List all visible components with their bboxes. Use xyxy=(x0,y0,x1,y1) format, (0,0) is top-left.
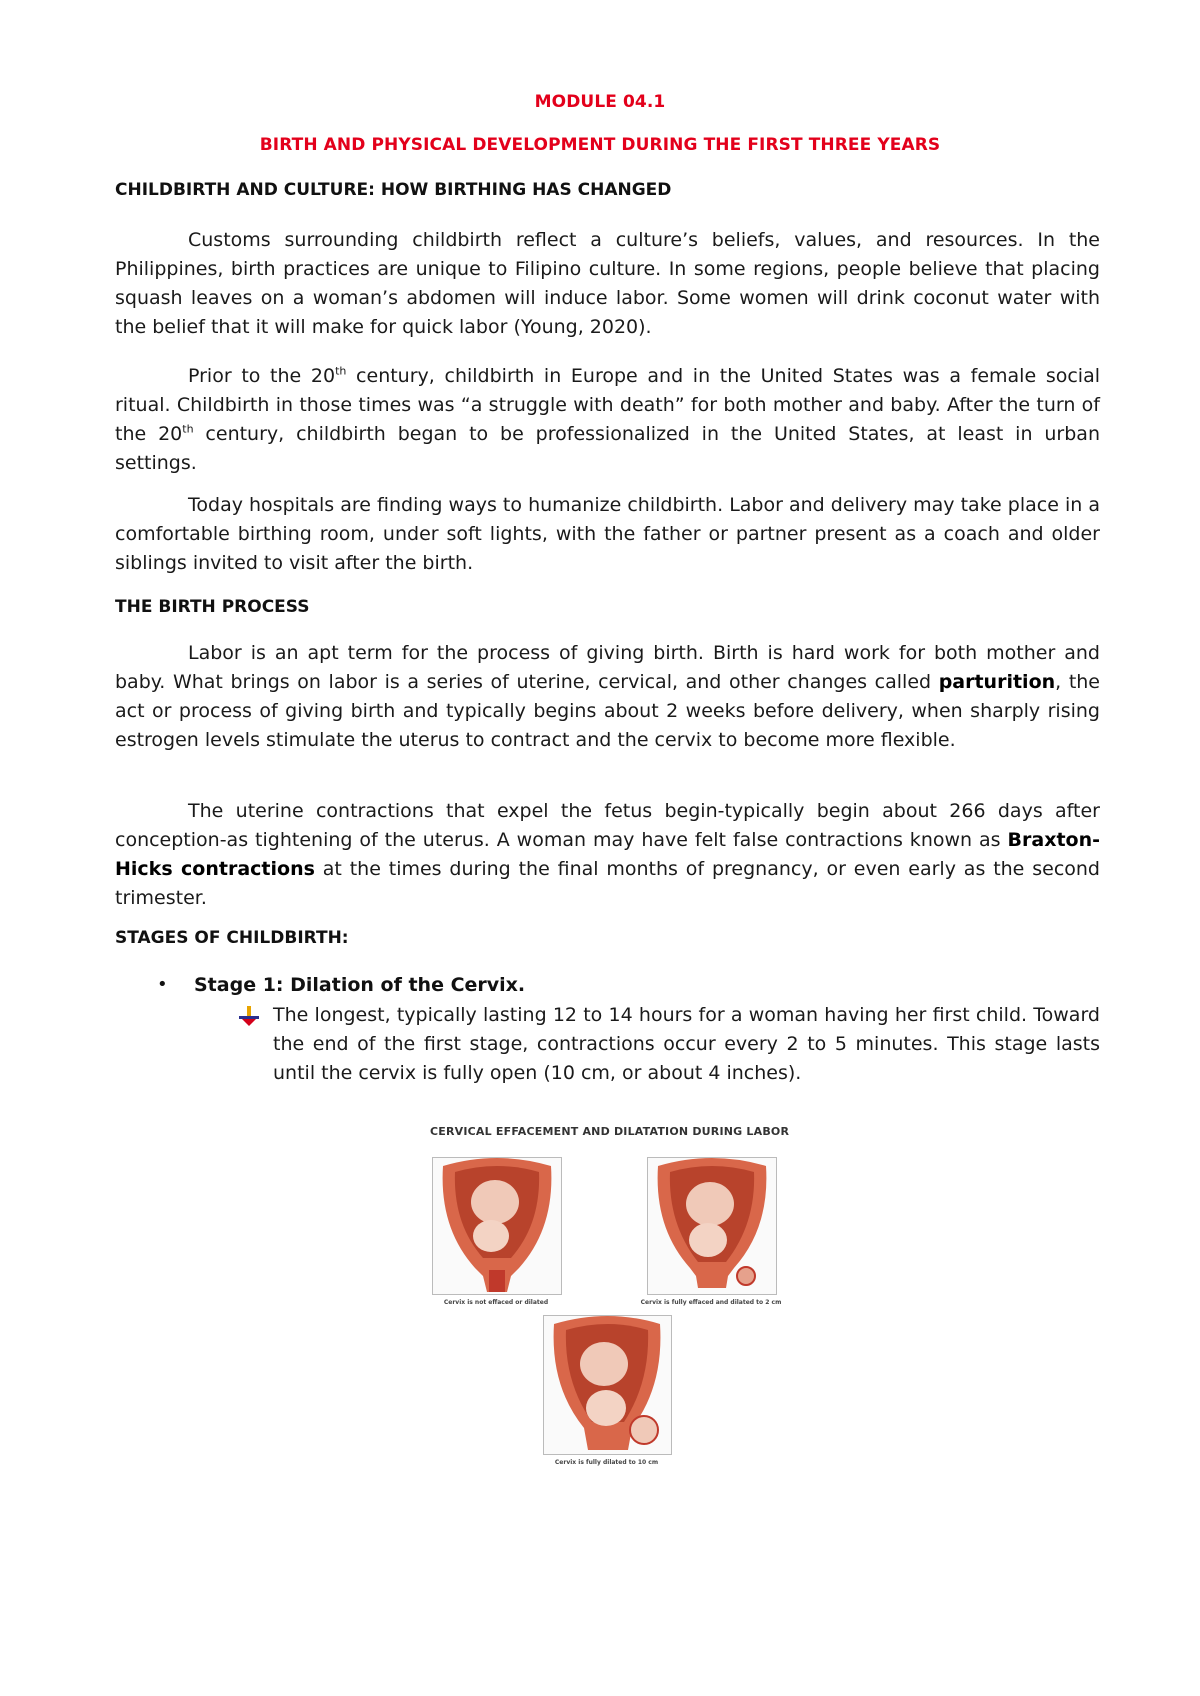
figure-caption-3: Cervix is fully dilated to 10 cm xyxy=(554,1459,659,1466)
term-braxton-hicks: Braxton-Hicks contractions xyxy=(115,829,1100,880)
figure-title: CERVICAL EFFACEMENT AND DILATATION DURING LABOR xyxy=(430,1125,790,1138)
figure-panel-undilated xyxy=(432,1157,562,1295)
uterus-effaced-illustration xyxy=(648,1158,776,1294)
paragraph-hospitals: Today hospitals are finding ways to humanize childbirth. Labor and delivery may take place in a comfortable birthing room, under soft lights, with the father or partner present as a coach and older siblings invited to visit after the birth. xyxy=(115,494,1100,574)
module-number: MODULE 04.1 xyxy=(534,92,666,112)
paragraph-customs xyxy=(115,226,1100,342)
uterus-undilated-illustration xyxy=(433,1158,561,1294)
stage-1-label: Stage 1: Dilation of the Cervix. xyxy=(194,974,526,996)
paragraph-text: Customs surrounding childbirth reflect a culture’s beliefs, values, and resources. In the Philippines, birth practices are unique to Filipino culture. In some regions, people believe that placing squash leaves on a woman’s abdomen will induce labor. Some women will drink coconut water with the belief that it will make for quick labor (Young, 2020). xyxy=(115,229,1100,338)
figure-panel-effaced-2cm xyxy=(647,1157,777,1295)
uterus-dilated-illustration xyxy=(544,1316,671,1454)
bullet-icon: • xyxy=(157,974,168,995)
section-heading-stages: STAGES OF CHILDBIRTH: xyxy=(115,928,349,948)
stage-1-description: The longest, typically lasting 12 to 14 hours for a woman having her first child. Toward the end of the first stage, contractions occur every 2 to 5 minutes. This stage lasts until the cervix is fully open (10 cm, or about 4 inches). xyxy=(273,1004,1100,1084)
figure-panel-dilated-10cm xyxy=(543,1315,672,1455)
section-heading-birth-process: THE BIRTH PROCESS xyxy=(115,597,310,617)
figure-caption-1: Cervix is not effaced or dilated xyxy=(443,1299,549,1306)
paragraph-contractions: The uterine contractions that expel the fetus begin-typically begin about 266 days after conception-as tightening of the uterus. A woman may have felt false contractions known as Braxton-Hicks contractions at the times during the final months of pregnancy, or even early as the second trimester. xyxy=(115,800,1100,909)
paragraph-20th-century: Prior to the 20th century, childbirth in Europe and in the United States was a female social ritual. Childbirth in those times was “a struggle with death” for both mother and baby. After the turn of the 20th century, childbirth began to be professionalized in the United States, at least in urban settings. xyxy=(115,364,1100,474)
page-title: BIRTH AND PHYSICAL DEVELOPMENT DURING THE FIRST THREE YEARS xyxy=(259,135,941,155)
section-heading-childbirth-culture: CHILDBIRTH AND CULTURE: HOW BIRTHING HAS CHANGED xyxy=(115,180,672,200)
figure-caption-2: Cervix is fully effaced and dilated to 2 cm xyxy=(640,1299,782,1306)
paragraph-labor: Labor is an apt term for the process of giving birth. Birth is hard work for both mother and baby. What brings on labor is a series of uterine, cervical, and other changes called parturition, the act or process of giving birth and typically begins about 2 weeks before delivery, when sharply rising estrogen levels stimulate the uterus to contract and the cervix to become more flexible. xyxy=(115,642,1100,751)
term-parturition: parturition xyxy=(938,671,1056,693)
down-arrow-bullet-icon xyxy=(238,1005,260,1027)
